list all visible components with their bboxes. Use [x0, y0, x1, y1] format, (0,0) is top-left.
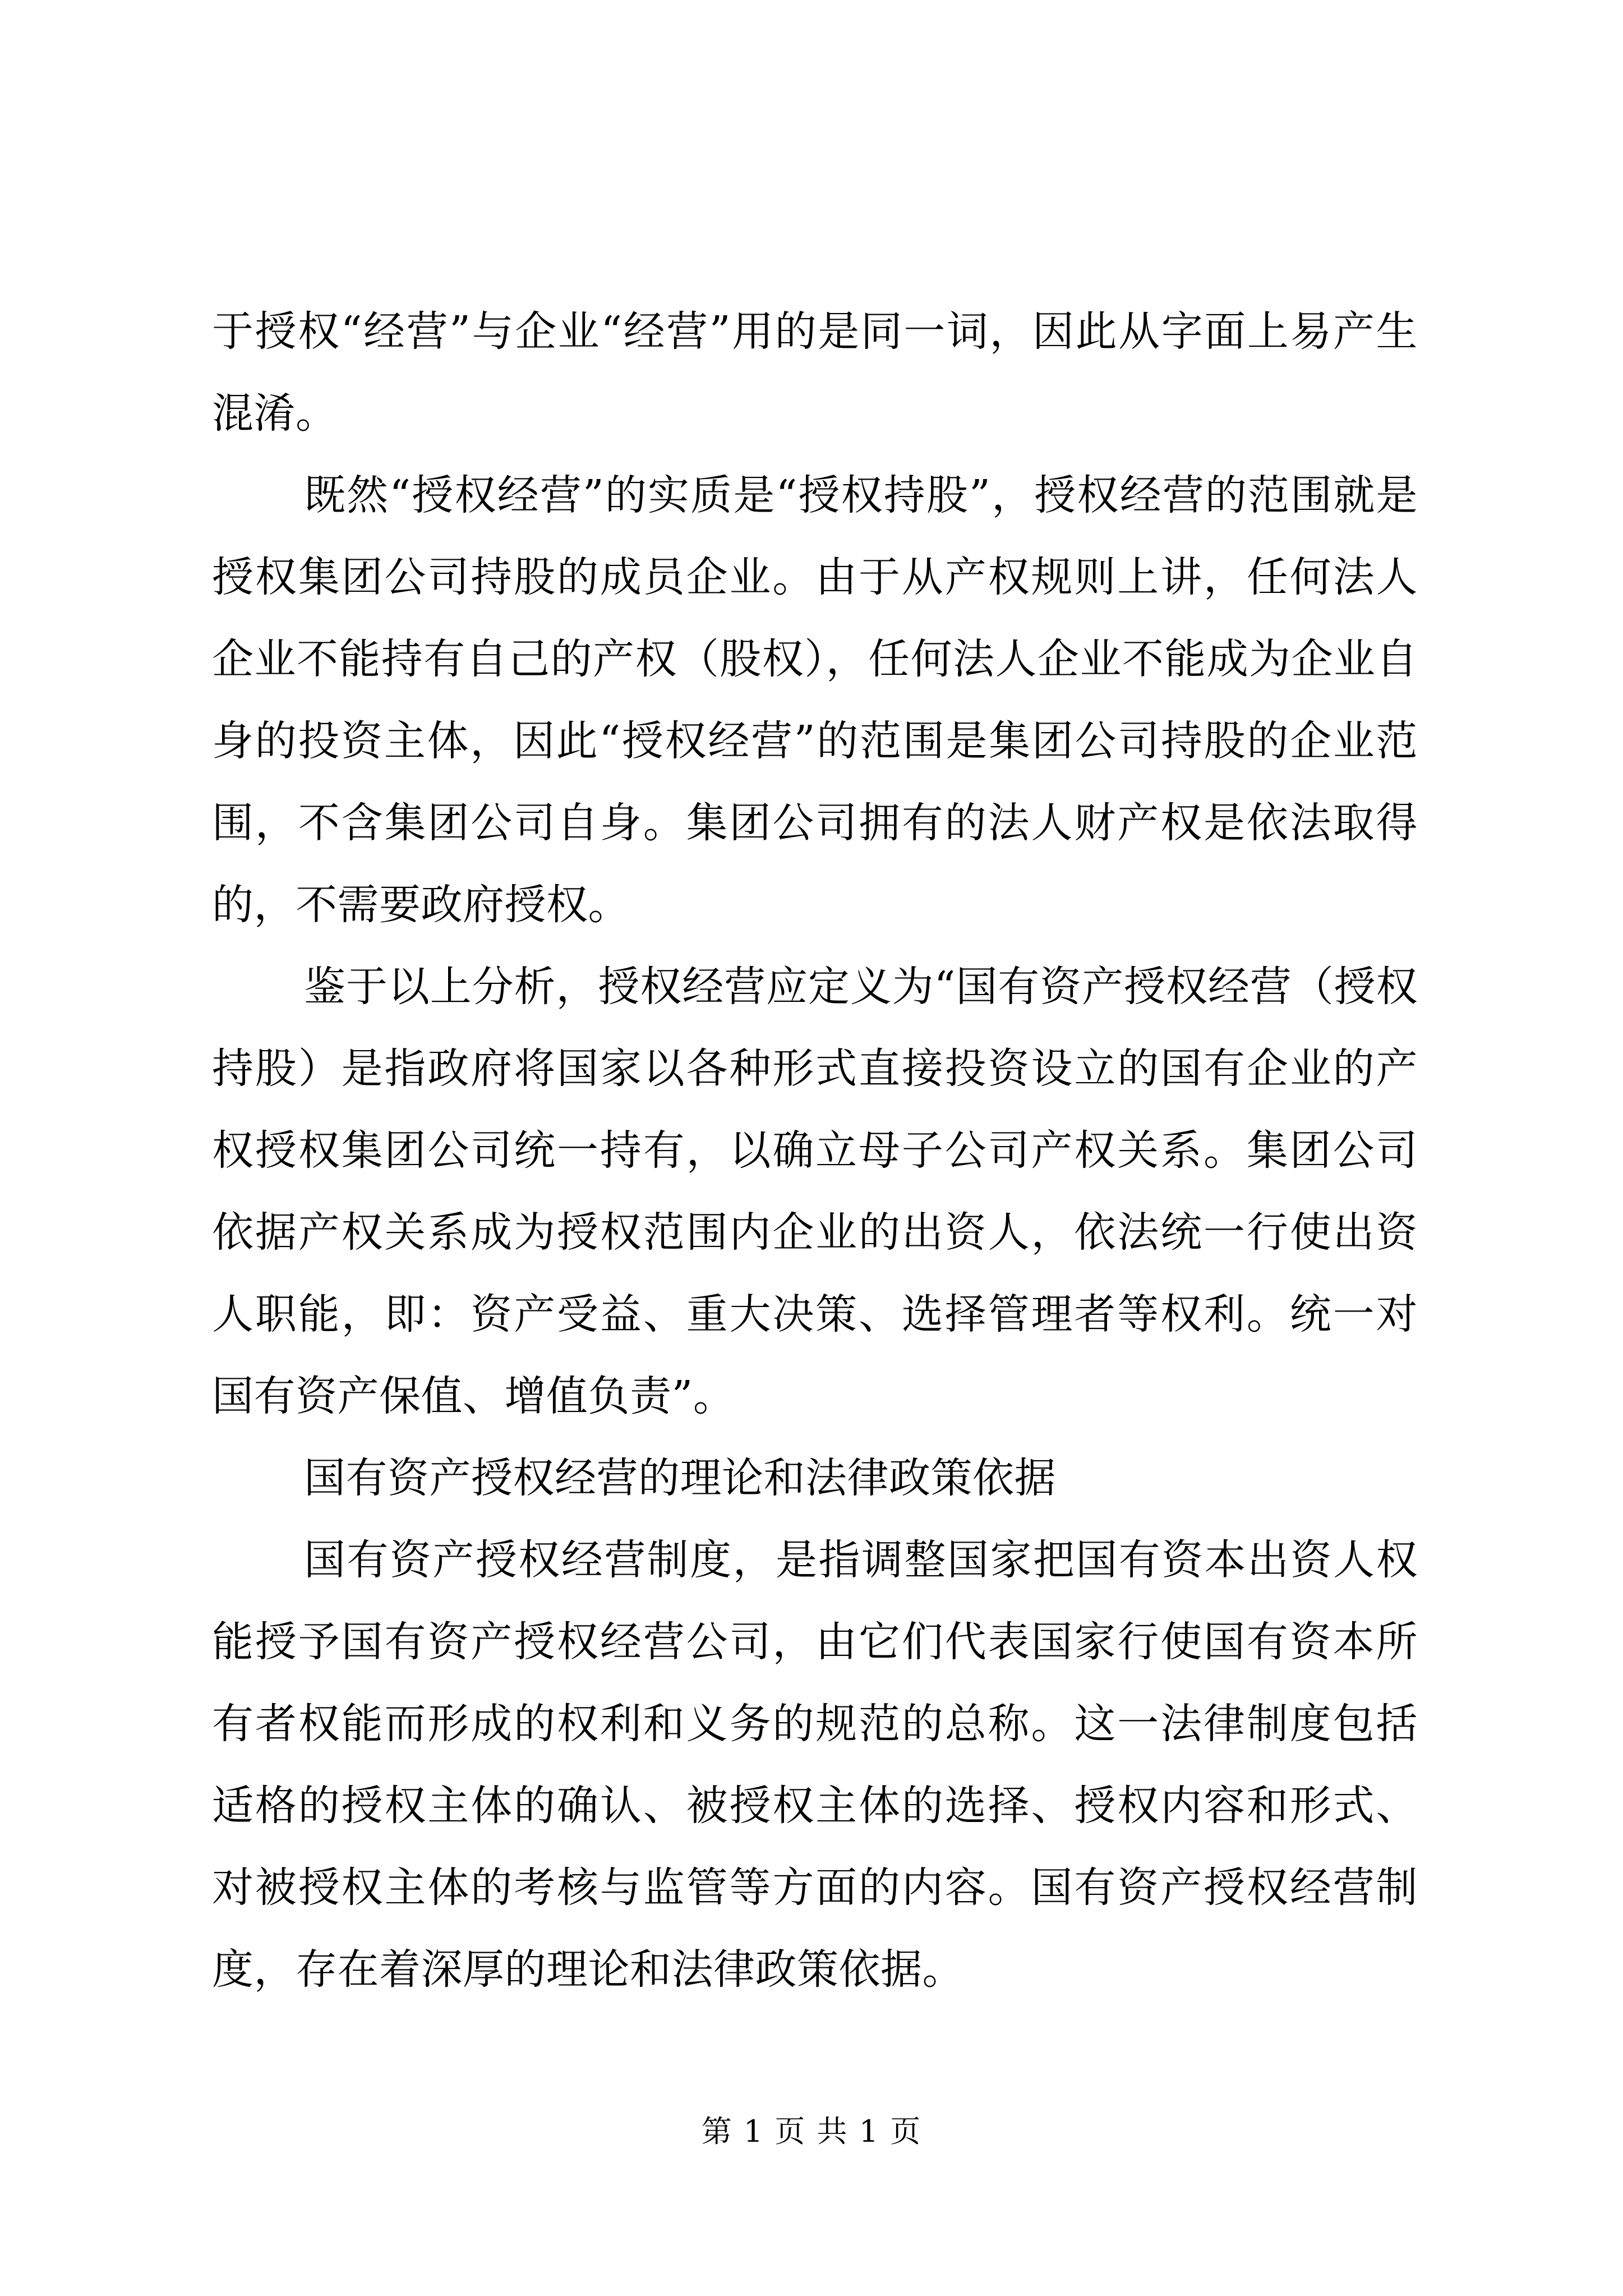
paragraph-authorization-scope: 既然“授权经营”的实质是“授权持股”，授权经营的范围就是授权集团公司持股的成员企业。由于从产权规则上讲，任何法人企业不能持有自己的产权（股权），任何法人企业不能成为企业自身的投资主体，因此“授权经营”的范围是集团公司持股的企业范围，不含集团公司自身。集团公司拥有的法人财产权是依法取得的，不需要政府授权。: [212, 471, 1418, 929]
section-heading: 国有资产授权经营的理论和法律政策依据: [304, 1454, 1056, 1502]
paragraph-continuation: 于授权“经营”与企业“经营”用的是同一词，因此从字面上易产生混淆。: [212, 307, 1418, 438]
paragraph-legal-basis: 国有资产授权经营制度，是指调整国家把国有资本出资人权能授予国有资产授权经营公司，由它们代表国家行使国有资本所有者权能而形成的权利和义务的规范的总称。这一法律制度包括适格的授权主体的确认、被授权主体的选择、授权内容和形式、对被授权主体的考核与监管等方面的内容。国有资产授权经营制度，存在着深厚的理论和法律政策依据。: [212, 1536, 1418, 1994]
paragraph-definition: 鉴于以上分析，授权经营应定义为“国有资产授权经营（授权持股）是指政府将国家以各种形式直接投资设立的国有企业的产权授权集团公司统一持有，以确立母子公司产权关系。集团公司依据产权关系成为授权范围内企业的出资人，依法统一行使出资人职能，即：资产受益、重大决策、选择管理者等权利。统一对国有资产保值、增值负责”。: [212, 963, 1418, 1420]
page-number-footer: 第 1 页 共 1 页: [701, 2114, 922, 2149]
document-body: [212, 291, 1418, 2010]
